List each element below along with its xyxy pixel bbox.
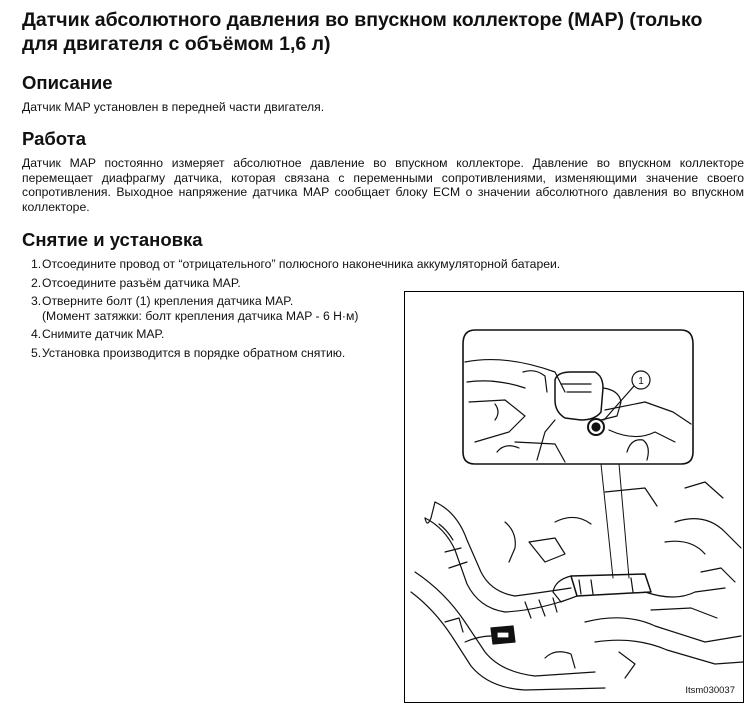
step-2: 2. Отсоедините разъём датчика MAP.: [31, 275, 241, 290]
page-title: Датчик абсолютного давления во впускном коллекторе (MAP) (только для двигателя с объёмом 1,6 л): [22, 9, 703, 55]
operation-text: Датчик MAP постоянно измеряет абсолютное давление во впускном коллекторе. Давление во впускном коллекторе перемещает диафрагму датчика, которая связана с переменными сопротивлениями, изменяющими значение своего сопротивления. Выходное напряжение датчика MAP сообщает блоку ECM о значении абсолютного давления во впускном коллекторе.: [22, 156, 744, 214]
step-5: 5. Установка производится в порядке обратном снятию.: [31, 345, 346, 360]
step-3: 3. Отверните болт (1) крепления датчика MAP. (Момент затяжки: болт крепления датчика MAP - 6 Н·м): [31, 294, 359, 323]
description-text: Датчик MAP установлен в передней части двигателя.: [22, 100, 325, 114]
map-sensor-illustration: [404, 291, 744, 703]
engine-line-drawing: [405, 292, 745, 704]
removal-steps: [22, 257, 561, 361]
description-heading: Описание: [22, 72, 113, 93]
step-4: 4. Снимите датчик MAP.: [31, 327, 165, 342]
step-1: 1. Отсоедините провод от “отрицательного” полюсного наконечника аккумуляторной батареи.: [31, 257, 561, 271]
callout-label: 1: [638, 376, 644, 387]
torque-note: (Момент затяжки: болт крепления датчика MAP - 6 Н·м): [42, 308, 359, 323]
removal-heading: Снятие и установка: [22, 229, 203, 250]
figure-code: Itsm030037: [685, 685, 735, 696]
operation-heading: Работа: [22, 128, 87, 149]
